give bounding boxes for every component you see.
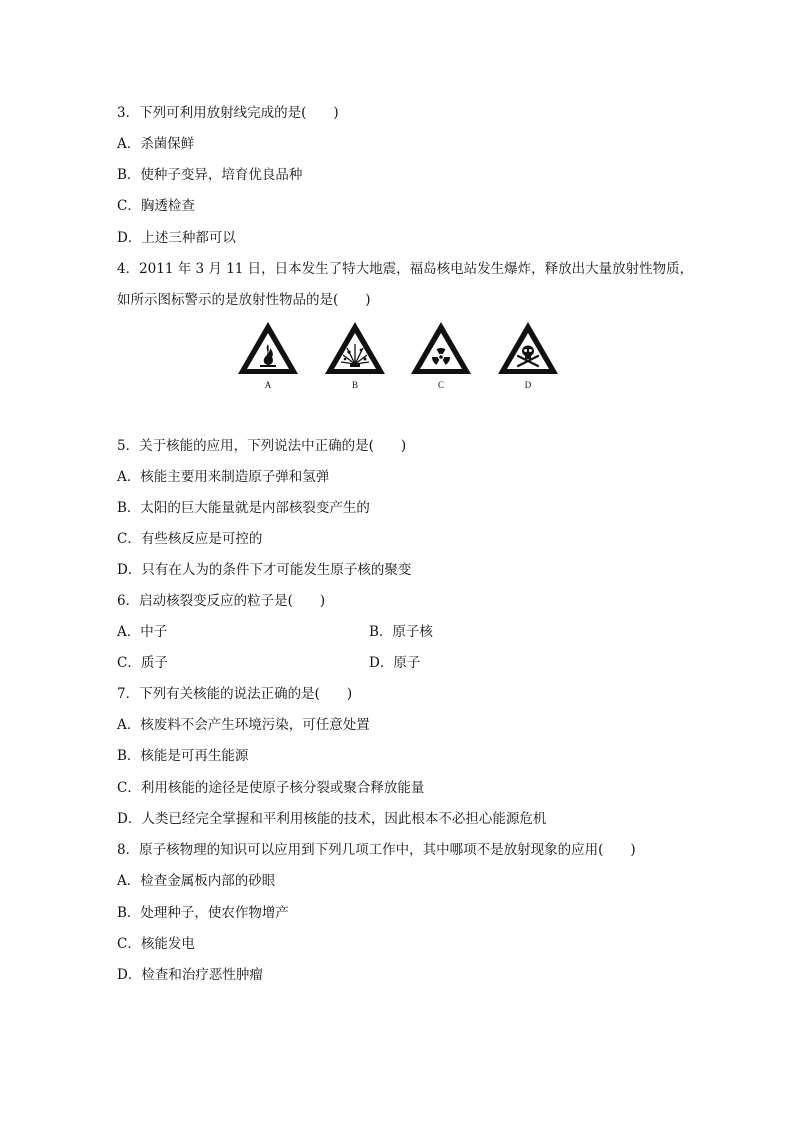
sign-d-label: D — [524, 380, 532, 390]
q8-option-c: C．核能发电 — [117, 936, 195, 952]
sign-c-label: C — [437, 380, 444, 390]
sign-b — [323, 320, 387, 390]
q6-option-c: C．质子 — [117, 655, 168, 671]
q4-stem-line2: 如所示图标警示的是放射性物品的是( ) — [117, 292, 371, 308]
q3-stem: 3．下列可利用放射线完成的是( ) — [117, 105, 339, 121]
flammable-flame-icon — [236, 320, 300, 376]
sign-d — [496, 320, 560, 390]
q8-option-a: A．检查金属板内部的砂眼 — [117, 873, 276, 889]
sign-a-label: A — [264, 380, 272, 390]
q7-option-b: B．核能是可再生能源 — [117, 748, 249, 764]
sign-c — [409, 320, 473, 390]
sign-b-label: B — [351, 380, 358, 390]
q6-option-a: A．中子 — [117, 624, 168, 640]
q7-option-c: C．利用核能的途径是使原子核分裂或聚合释放能量 — [117, 780, 425, 796]
q5-stem: 5．关于核能的应用，下列说法中正确的是( ) — [117, 438, 407, 454]
explosive-burst-icon — [323, 320, 387, 376]
q7-option-a: A．核废料不会产生环境污染，可任意处置 — [117, 717, 370, 733]
skull-crossbones-icon — [496, 320, 560, 376]
q6-option-d: D．原子 — [369, 655, 421, 671]
q5-option-c: C．有些核反应是可控的 — [117, 531, 263, 547]
q3-option-b: B．使种子变异，培育优良品种 — [117, 167, 303, 183]
q4-stem-line1: 4．2011 年 3 月 11 日，日本发生了特大地震，福岛核电站发生爆炸，释放出大量放射性物质， — [117, 261, 694, 277]
q8-option-b: B．处理种子，使农作物增产 — [117, 905, 289, 921]
q5-option-b: B．太阳的巨大能量就是内部核裂变产生的 — [117, 500, 370, 516]
q5-option-d: D．只有在人为的条件下才可能发生原子核的聚变 — [117, 562, 412, 578]
q7-option-d: D．人类已经完全掌握和平利用核能的技术，因此根本不必担心能源危机 — [117, 811, 547, 827]
sign-a — [236, 320, 300, 390]
q6-option-b: B．原子核 — [369, 624, 433, 640]
q7-stem: 7．下列有关核能的说法正确的是( ) — [117, 686, 353, 702]
q3-option-c: C．胸透检查 — [117, 198, 195, 214]
radiation-trefoil-icon — [409, 320, 473, 376]
q8-option-d: D．检查和治疗恶性肿瘤 — [117, 967, 263, 983]
q8-stem: 8．原子核物理的知识可以应用到下列几项工作中，其中哪项不是放射现象的应用( ) — [117, 842, 636, 858]
q3-option-d: D．上述三种都可以 — [117, 230, 236, 246]
q3-option-a: A．杀菌保鲜 — [117, 136, 195, 152]
q6-stem: 6．启动核裂变反应的粒子是( ) — [117, 593, 326, 609]
warning-signs-figure — [0, 320, 794, 400]
q5-option-a: A．核能主要用来制造原子弹和氢弹 — [117, 469, 330, 485]
